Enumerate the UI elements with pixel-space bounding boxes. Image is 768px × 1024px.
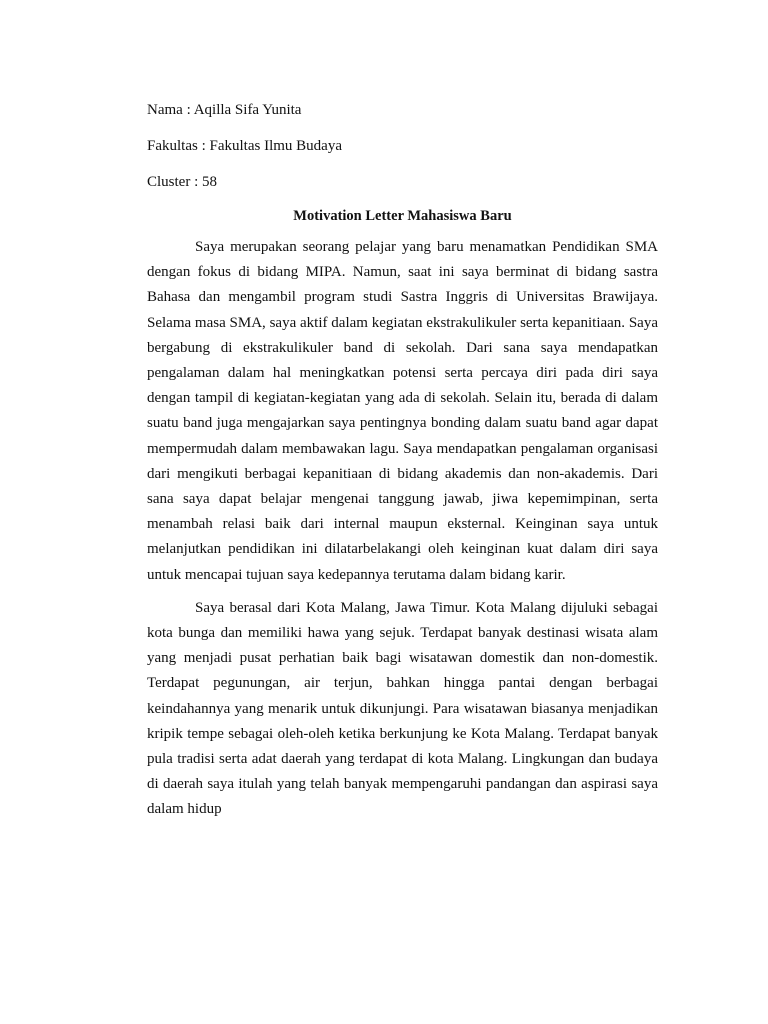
cluster-separator: : — [194, 174, 199, 190]
name-label: Nama — [147, 102, 183, 118]
name-value: Aqilla Sifa Yunita — [193, 102, 302, 118]
faculty-label: Fakultas — [147, 138, 198, 154]
document-title: Motivation Letter Mahasiswa Baru — [293, 208, 512, 224]
name-separator: : — [186, 102, 191, 118]
faculty-line — [147, 136, 658, 156]
paragraph-hometown: Saya berasal dari Kota Malang, Jawa Timur. Kota Malang dijuluki sebagai kota bunga dan memiliki hawa yang sejuk. Terdapat banyak destinasi wisata alam yang menjadi pusat perhatian baik bagi wisatawan domestik dan non-domestik. Terdapat pegunungan, air terjun, bahkan hingga pantai dengan berbagai keindahannya yang menarik untuk dikunjungi. Para wisatawan biasanya menjadikan kripik tempe sebagai oleh-oleh ketika berkunjung ke Kota Malang. Terdapat banyak pula tradisi serta adat daerah yang terdapat di kota Malang. Lingkungan dan budaya di daerah saya itulah yang telah banyak mempengaruhi pandangan dan aspirasi saya dalam hidup — [147, 599, 658, 818]
cluster-label: Cluster — [147, 174, 191, 190]
cluster-value: 58 — [202, 174, 218, 190]
faculty-value: Fakultas Ilmu Budaya — [209, 138, 342, 154]
paragraph-education: Saya merupakan seorang pelajar yang baru menamatkan Pendidikan SMA dengan fokus di bidang MIPA. Namun, saat ini saya berminat di bidang sastra Bahasa dan mengambil program studi Sastra Inggris di Universitas Brawijaya. Selama masa SMA, saya aktif dalam kegiatan ekstrakulikuler serta kepanitiaan. Saya bergabung di ekstrakulikuler band di sekolah. Dari sana saya mendapatkan pengalaman dalam hal meningkatkan potensi serta percaya diri pada diri saya dengan tampil di kegiatan-kegiatan yang ada di sekolah. Selain itu, berada di dalam suatu band juga mengajarkan saya pentingnya bonding dalam suatu band agar dapat mempermudah dalam membawakan lagu. Saya mendapatkan pengalaman organisasi dari mengikuti berbagai kepanitiaan di bidang akademis dan non-akademis. Dari sana saya dapat belajar mengenai tanggung jawab, jiwa kepemimpinan, serta menambah relasi baik dari internal maupun eksternal. Keinginan saya untuk melanjutkan pendidikan ini dilatarbelakangi oleh keinginan kuat dalam diri saya untuk mencapai tujuan saya kedepannya terutama dalam bidang karir. — [147, 239, 658, 583]
name-line — [147, 100, 658, 120]
document-content — [147, 100, 658, 831]
faculty-separator: : — [201, 138, 206, 154]
cluster-line — [147, 172, 658, 192]
